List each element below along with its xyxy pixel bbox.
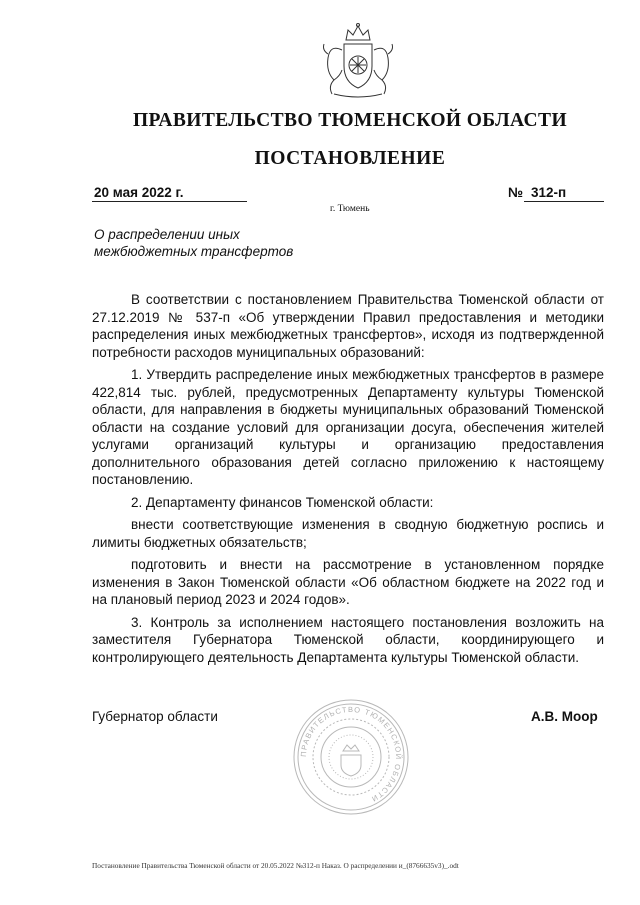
body-item-2: 2. Департаменту финансов Тюменской области:: [131, 494, 434, 510]
footer-file-info: Постановление Правительства Тюменской области от 20.05.2022 №312-п Наказ. О распределении и_(8766635v3)_.odt: [92, 861, 459, 870]
document-body: [92, 291, 604, 671]
document-subject: [94, 226, 334, 260]
organization-name: ПРАВИТЕЛЬСТВО ТЮМЕНСКОЙ ОБЛАСТИ: [132, 110, 568, 131]
document-number-label: №: [508, 185, 524, 200]
svg-text:ПРАВИТЕЛЬСТВО ТЮМЕНСКОЙ ОБЛАСТ: [299, 705, 403, 804]
subject-line-2: межбюджетных трансфертов: [94, 244, 294, 259]
date-underline: [92, 201, 247, 202]
number-underline: [524, 201, 604, 202]
subject-line-1: О распределении иных: [94, 227, 240, 242]
document-date: 20 мая 2022 г.: [94, 185, 184, 200]
body-preamble: В соответствии с постановлением Правительства Тюменской области от 27.12.2019 № 537-п «Об утверждении Правил предоставления и методики распределения иных межбюджетных трансфертов», исходя из подтвержденной потребности расходов муниципальных образований:: [92, 292, 604, 360]
seal-text: ПРАВИТЕЛЬСТВО ТЮМЕНСКОЙ ОБЛАСТИ: [298, 704, 404, 804]
coat-of-arms-icon: [316, 20, 400, 100]
signer-name: А.В. Моор: [531, 709, 598, 724]
document-number: 312-п: [531, 185, 567, 200]
official-stamp-icon: [291, 697, 411, 817]
document-type-title: ПОСТАНОВЛЕНИЕ: [254, 148, 446, 169]
document-city: г. Тюмень: [330, 204, 370, 214]
body-item-3: 3. Контроль за исполнением настоящего постановления возложить на заместителя Губернатора Тюменской области, координирующего и контролирующего деятельность Департамента культуры Тюменской области.: [92, 614, 604, 665]
signer-position: Губернатор области: [92, 709, 218, 724]
body-item-2b: подготовить и внести на рассмотрение в установленном порядке изменения в Закон Тюменской области «Об областном бюджете на 2022 год и на плановый период 2023 и 2024 годов».: [92, 557, 604, 607]
body-item-1: 1. Утвердить распределение иных межбюджетных трансфертов в размере 422,814 тыс. рублей, предусмотренных Департаменту культуры Тюменской области, для направления в бюджеты муниципальных образований Тюменской области на создание условий для организации досуга, обеспечения жителей услугами организаций культуры и организацию предоставления дополнительного образования детей согласно приложению к настоящему постановлению.: [92, 367, 604, 487]
body-item-2a: внести соответствующие изменения в сводную бюджетную роспись и лимиты бюджетных обязательств;: [92, 517, 604, 550]
